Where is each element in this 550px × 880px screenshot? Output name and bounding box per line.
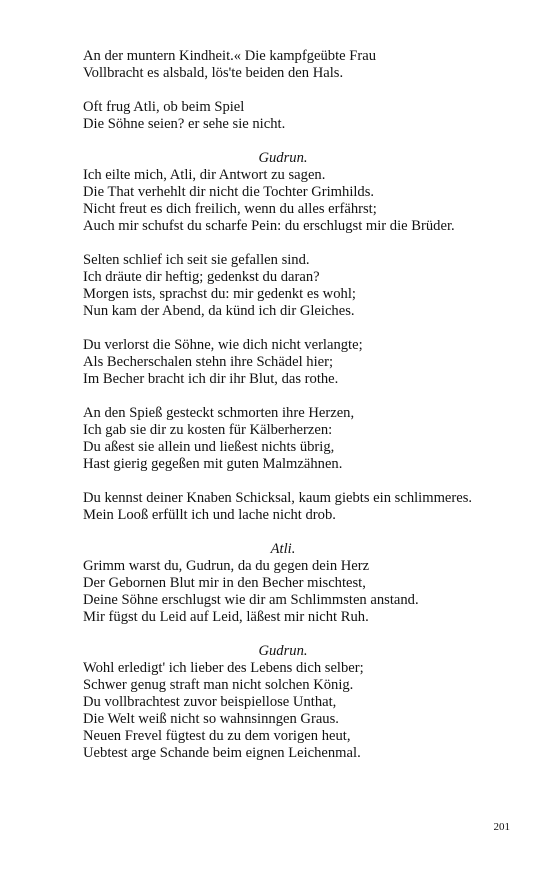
stanza-gap bbox=[83, 82, 523, 99]
verse-line: Die Welt weiß nicht so wahnsinngen Graus. bbox=[83, 711, 339, 727]
verse-line: Schwer genug straft man nicht solchen König. bbox=[83, 677, 354, 693]
stanza-gap bbox=[83, 626, 523, 643]
verse-line: Auch mir schufst du scharfe Pein: du erschlugst mir die Brüder. bbox=[83, 218, 455, 234]
verse-line: Nun kam der Abend, da künd ich dir Gleiches. bbox=[83, 303, 355, 319]
stanza bbox=[83, 337, 523, 388]
stanza bbox=[83, 405, 523, 473]
verse-line: Mir fügst du Leid auf Leid, läßest mir nicht Ruh. bbox=[83, 609, 369, 625]
verse-line: Grimm warst du, Gudrun, da du gegen dein Herz bbox=[83, 558, 370, 574]
stanza bbox=[83, 252, 523, 320]
verse-line: An den Spieß gesteckt schmorten ihre Herzen, bbox=[83, 405, 355, 421]
verse-line: Du verlorst die Söhne, wie dich nicht verlangte; bbox=[83, 337, 363, 353]
verse-line: Ich gab sie dir zu kosten für Kälberherzen: bbox=[83, 422, 333, 438]
stanza bbox=[83, 48, 523, 82]
verse-line: Die That verhehlt dir nicht die Tochter Grimhilds. bbox=[83, 184, 375, 200]
stanza-gap bbox=[83, 320, 523, 337]
verse-line: Uebtest arge Schande beim eignen Leichenmal. bbox=[83, 745, 361, 761]
verse-line: Vollbracht es alsbald, lös'te beiden den Hals. bbox=[83, 65, 344, 81]
verse-line: Nicht freut es dich freilich, wenn du alles erfährst; bbox=[83, 201, 377, 217]
verse-line: Ich eilte mich, Atli, dir Antwort zu sagen. bbox=[83, 167, 326, 183]
page-number: 201 bbox=[493, 821, 510, 833]
verse-line: Als Becherschalen stehn ihre Schädel hier; bbox=[83, 354, 334, 370]
verse-line: Du aßest sie allein und ließest nichts übrig, bbox=[83, 439, 335, 455]
verse-line: Der Gebornen Blut mir in den Becher mischtest, bbox=[83, 575, 366, 591]
verse-line: Du vollbrachtest zuvor beispiellose Unthat, bbox=[83, 694, 337, 710]
verse-line: Deine Söhne erschlugst wie dir am Schlimmsten anstand. bbox=[83, 592, 419, 608]
stanza bbox=[83, 150, 523, 235]
stanza-gap bbox=[83, 524, 523, 541]
verse-line: Du kennst deiner Knaben Schicksal, kaum giebts ein schlimmeres. bbox=[83, 490, 473, 506]
verse-line: Oft frug Atli, ob beim Spiel bbox=[83, 99, 245, 115]
verse-line: An der muntern Kindheit.« Die kampfgeübte Frau bbox=[83, 48, 377, 64]
verse-line: Ich dräute dir heftig; gedenkst du daran? bbox=[83, 269, 320, 285]
stanza-gap bbox=[83, 235, 523, 252]
speaker-heading: Atli. bbox=[270, 541, 296, 557]
verse-line: Neuen Frevel fügtest du zu dem vorigen heut, bbox=[83, 728, 351, 744]
speaker-heading: Gudrun. bbox=[258, 150, 308, 166]
verse-line: Die Söhne seien? er sehe sie nicht. bbox=[83, 116, 286, 132]
verse-line: Selten schlief ich seit sie gefallen sind. bbox=[83, 252, 310, 268]
verse-line: Im Becher bracht ich dir ihr Blut, das rothe. bbox=[83, 371, 339, 387]
poem-text bbox=[83, 48, 523, 762]
stanza-gap bbox=[83, 133, 523, 150]
stanza bbox=[83, 99, 523, 133]
verse-line: Mein Looß erfüllt ich und lache nicht drob. bbox=[83, 507, 336, 523]
speaker-heading: Gudrun. bbox=[258, 643, 308, 659]
stanza bbox=[83, 490, 523, 524]
stanza bbox=[83, 643, 523, 762]
verse-line: Hast gierig gegeßen mit guten Malmzähnen. bbox=[83, 456, 343, 472]
verse-line: Wohl erledigt' ich lieber des Lebens dich selber; bbox=[83, 660, 364, 676]
verse-line: Morgen ists, sprachst du: mir gedenkt es wohl; bbox=[83, 286, 356, 302]
stanza-gap bbox=[83, 473, 523, 490]
stanza-gap bbox=[83, 388, 523, 405]
stanza bbox=[83, 541, 523, 626]
